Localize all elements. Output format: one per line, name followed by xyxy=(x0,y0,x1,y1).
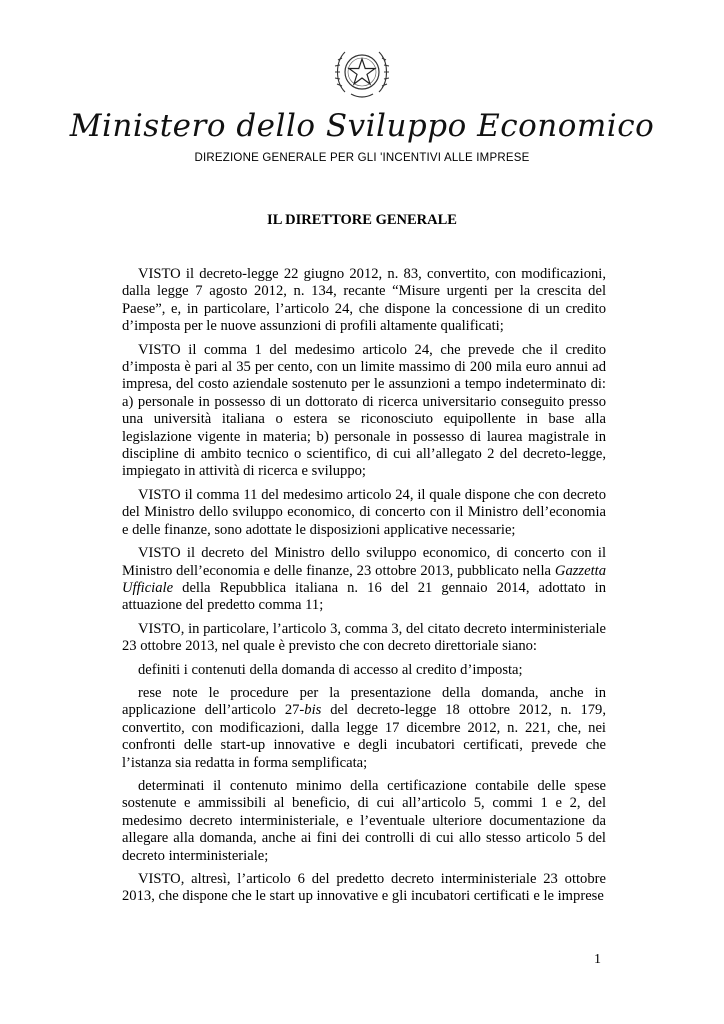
paragraph xyxy=(122,871,606,906)
paragraph xyxy=(122,662,606,679)
paragraph xyxy=(122,266,606,336)
paragraph-text: della Repubblica italiana n. 16 del 21 gennaio 2014, adottato in attuazione del predetto comma 11; xyxy=(122,579,606,614)
paragraph-text: VISTO il decreto-legge 22 giugno 2012, n. 83, convertito, con modificazioni, dalla legge 7 agosto 2012, n. 134, recante “Misure urgenti per la crescita del Paese”, e, in particolare, l’articolo 24, che dispone la concessione di un credito d’imposta per le nuove assunzioni di profili altamente qualificati; xyxy=(122,266,606,335)
paragraph xyxy=(122,621,606,656)
paragraph-text: determinati il contenuto minimo della certificazione contabile delle spese sostenute e ammissibili al beneficio, di cui all’articolo 5, commi 1 e 2, del medesimo decreto interministeriale, e l’eventuale ulteriore documentazione da allegare alla domanda, anche ai fini dei controlli di cui allo stesso articolo 5 del decreto interministeriale; xyxy=(122,777,606,864)
paragraph-text: VISTO, in particolare, l’articolo 3, comma 3, del citato decreto interministeriale 23 ottobre 2013, nel quale è previsto che con decreto direttoriale siano: xyxy=(122,620,606,655)
paragraph xyxy=(122,487,606,539)
paragraph-text: VISTO il comma 1 del medesimo articolo 24, che prevede che il credito d’imposta è pari al 35 per cento, con un limite massimo di 200 mila euro annui ad impresa, del costo aziendale sostenuto per le assunzioni a tempo indeterminato di: a) personale in possesso di un dottorato di ricerca universitario conseguito presso una università italiana o estera se riconosciuto equipollente in base alla legislazione vigente in materia; b) personale in possesso di laurea magistrale in discipline di ambito tecnico o scientifico, di cui all’allegato 2 del decreto-legge, impiegato in attività di ricerca e sviluppo; xyxy=(122,341,606,480)
paragraph-text: del decreto-legge 18 ottobre 2012, n. 179, convertito, con modificazioni, dalla legge 17 dicembre 2012, n. 221, che, nei confronti delle start-up innovative e degli incubatori certificati, prevede che l’istanza sia redatta in forma semplificata; xyxy=(122,702,606,771)
page-number: 1 xyxy=(594,952,601,967)
paragraph-text: VISTO il decreto del Ministro dello sviluppo economico, di concerto con il Ministro dell’economia e delle finanze, 23 ottobre 2013, pubblicato nella xyxy=(122,545,606,579)
document-body xyxy=(122,266,606,912)
paragraph xyxy=(122,685,606,772)
paragraph-text: VISTO il comma 11 del medesimo articolo 24, il quale dispone che con decreto del Ministro dello sviluppo economico, di concerto con il Ministro dell’economia e delle finanze, sono adottate le disposizioni applicative necessarie; xyxy=(122,486,606,538)
italian-republic-emblem xyxy=(333,42,391,104)
document-heading: IL DIRETTORE GENERALE xyxy=(267,212,457,228)
paragraph-text: rese note le procedure per la presentazione della domanda, anche in applicazione dell’articolo 27- xyxy=(122,684,606,719)
paragraph xyxy=(122,342,606,481)
italic-text: Gazzetta Ufficiale xyxy=(122,562,606,596)
paragraph-text: VISTO, altresì, l’articolo 6 del predetto decreto interministeriale 23 ottobre 2013, che dispone che le start up innovative e gli incubatori certificati e le imprese xyxy=(122,871,606,905)
direzione-subtitle: DIREZIONE GENERALE PER GLI 'INCENTIVI ALLE IMPRESE xyxy=(194,152,530,164)
ministry-title: Ministero dello Sviluppo Economico xyxy=(69,108,655,144)
paragraph xyxy=(122,545,606,615)
italic-text: bis xyxy=(304,702,322,719)
paragraph-text: definiti i contenuti della domanda di accesso al credito d’imposta; xyxy=(138,661,523,678)
paragraph xyxy=(122,778,606,865)
